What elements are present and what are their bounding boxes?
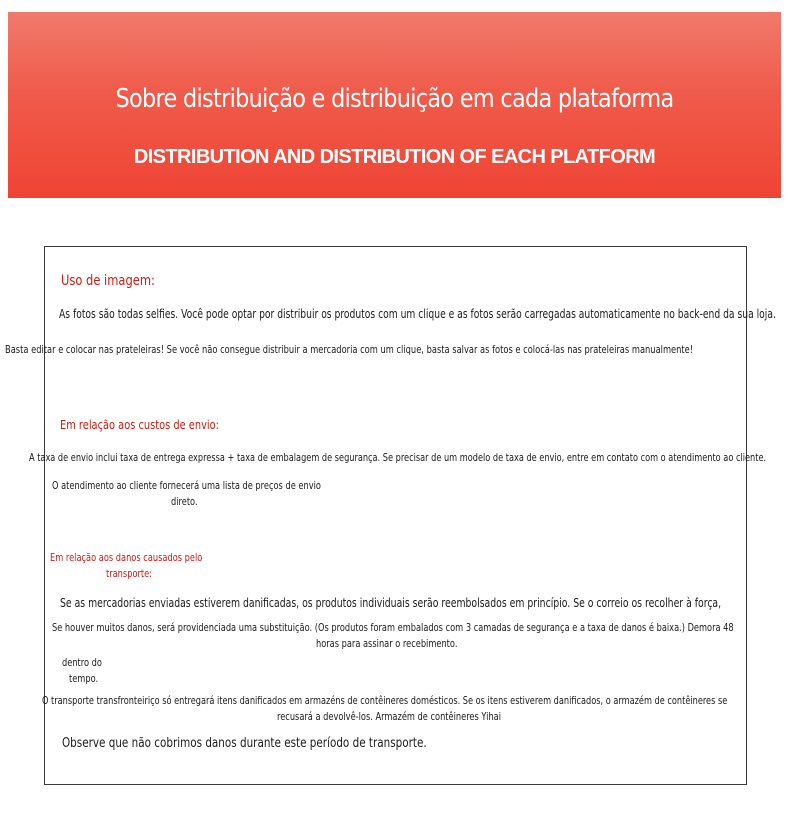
paragraph-line: Se houver muitos danos, será providenciada uma substituição. (Os produtos foram embalados com 3 camadas de segurança e a taxa de danos é baixa.) Demora 48 [52,621,734,634]
section-heading: Em relação aos custos de envio: [60,418,219,432]
banner-subtitle: DISTRIBUTION AND DISTRIBUTION OF EACH PLATFORM [133,146,656,168]
paragraph-line: recusará a devolvê-los. Armazém de contêineres Yihai [277,710,502,723]
header-banner [8,12,781,198]
section-heading: Uso de imagem: [61,273,155,289]
paragraph-line: dentro do [62,656,102,669]
paragraph-line: Se as mercadorias enviadas estiverem danificadas, os produtos individuais serão reembolsados em princípio. Se o correio os recolher à força, [60,596,722,610]
paragraph-line: horas para assinar o recebimento. [316,637,458,650]
banner-title: Sobre distribuição e distribuição em cada plataforma [115,84,674,114]
paragraph-line: tempo. [69,672,99,685]
paragraph-line: O transporte transfronteiriço só entregará itens danificados em armazéns de contêineres domésticos. Se os itens estiverem danificados, o armazém de contêineres se [42,694,728,707]
paragraph-line: direto. [171,495,198,508]
paragraph-line: As fotos são todas selfies. Você pode optar por distribuir os produtos com um clique e as fotos serão carregadas automaticamente no back-end da sua loja. [59,307,776,321]
section-heading: transporte: [106,567,152,580]
paragraph-line: Observe que não cobrimos danos durante este período de transporte. [62,736,427,751]
section-heading: Em relação aos danos causados pelo [50,551,203,564]
paragraph-line: O atendimento ao cliente fornecerá uma lista de preços de envio [52,479,321,492]
paragraph-line: A taxa de envio inclui taxa de entrega expressa + taxa de embalagem de segurança. Se precisar de um modelo de taxa de envio, entre em contato com o atendimento ao cliente. [29,451,767,464]
paragraph-line: Basta editar e colocar nas prateleiras! Se você não consegue distribuir a mercadoria com um clique, basta salvar as fotos e colocá-las nas prateleiras manualmente! [5,343,694,356]
